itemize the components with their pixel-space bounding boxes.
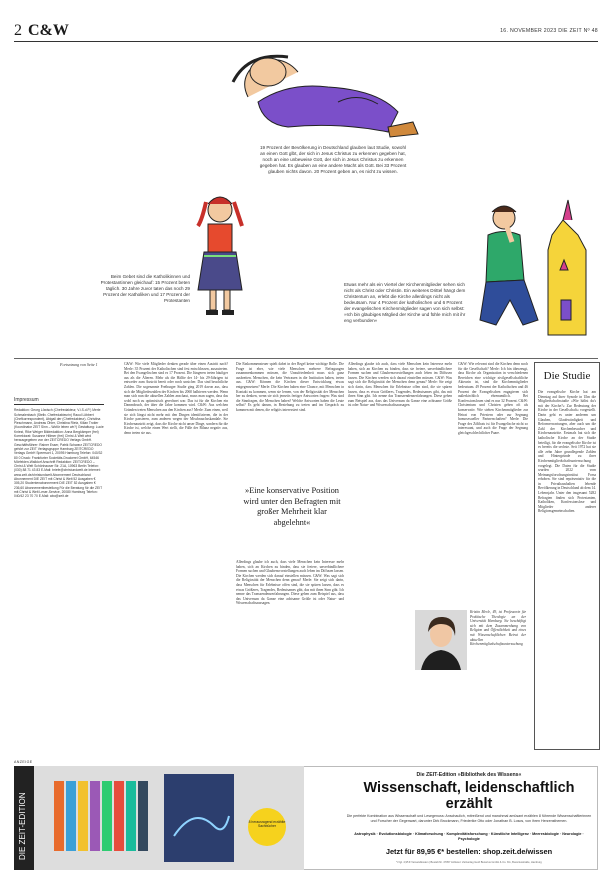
impressum-text: Redaktion: Georg Löwisch (Chefredakteur, V.i.S.d.P.) Merle Schmalenbach (Stellv. Chefredakteurin) Raoul Löbbert (Chefkorrespondent), Abigail der (Chefredakteur). Christina Pleschmann, Andreas Öhler, Christina Rietz, Kilian Trotier (Koordinator ZEIT Sinn – Wofür leben wir?) Gestaltung: Lucie Kniest, Rike Weiger Bildredaktion: Anna Bergkämper (frei) Korrektorat: Susanne Hillmer (frei) Christ & Welt wird herausgegeben von der ZEITCREDO Verlags GmbH. Geschäftsführer: Rainer Esser, Patrik Schwarz ZEITCREDO gehört zur ZEIT Verlagsgruppe Hamburg ZEITCREDO Verlags GmbH Speersort 1, 20095 Hamburg Telefon: 040/32 80 0 Druck: Frankfurter Societäts-Druckerei GmbH, 64546 Mörfelden-Walldorf Anschrift Redaktion: ZEITCREDO – Christ & Welt Schönhauser Str. 21A, 10963 Berlin Telefon: (030) 88 71 43 83 E-Mail: briefe@christundwelt.de Internet: www.zeit.de/christundwelt Abonnement Deutschland: Abonnement DIE ZEIT mit Christ & Welt 52 Ausgaben € 305,20 Studentenabonnement DIE ZEIT 52 Ausgaben € 236,60 Abonnementbestellung Für die Beratung für die ZEIT mit Christ & Welt Leser-Service, 20080 Hamburg Telefon: 040/42 23 70 70 E-Mail: abo@zeit.de — [14, 408, 104, 499]
ad-title: Wissenschaft, leidenschaftlich erzählt — [363, 780, 575, 812]
ad-badge: 8 herausragend erzählte Sachbücher — [248, 808, 286, 846]
studie-title: Die Studie — [543, 370, 591, 382]
author-caption: Kristin Merle, 49, ist Professorin für Praktische Theologie an der Universität Hamburg. Sie beschäftigt sich mit dem Zusammenhang von Religion und Öffentlichkeit und eines mit Wissenschaftlichen Beirat der aktuellen Kirchenmitgliedschaftsuntersuchung — [470, 610, 526, 647]
ad-fineprint: *zzgl. 4,95 € Versandkosten | Bestell-Nr. 47057 Anbieter: Zeitverlag Gerd Bucerius GmbH & Co. KG, Buceriusstraße, Hamburg — [396, 861, 542, 864]
portrait-icon — [415, 610, 467, 670]
right-caption: Etwas mehr als ein Viertel der Kirchenmitglieder sehen sich nicht als Christ oder Christin. Ein weiteres Drittel hängt dem Christentum an, erlebt die Kirche allerdings nicht als bedeutsam. Nur 4 Prozent der katholischen und 6 Prozent der evangelischen Kirchenmitglieder sagen von sich selbst: »Ich bin gläubiges Mitglied der Kirche und fühle mich mit ihr eng verbunden« — [344, 282, 466, 323]
ad-topic-tags: Astrophysik · Evolutionsbiologie · Klimaforschung · Komplexitätsforschung · Künstliche Intelligenz · Meeresbiologie · Neurologie · Psychologie — [354, 832, 584, 841]
studie-text: Die evangelische Kirche hat am Dienstag auf ihrer Synode in Ulm die Mitgliedschaftsstudie »Wie hältst du's mit der Kirche?« Zur Bedeutung der Kirche in der Gesellschaft« vorgestellt. Darin geht es unter anderem um Glauben, Glaubwürdigkeit und Reformerwartungen, aber auch um die Zahl der Kirchenbesucher und Kirchenaustritte. Erstmals hat sich die katholische Kirche an der Studie beteiligt, für die evangelische Kirche ist es bereits die sechste. Seit 1972 hat sie alle zehn Jahre grundlegende Zahlen und Hintergründe zu ihrer Kirchenmitgliedschaftsuntersuchung vorgelegt. Die Daten für die Studie wurden 2022 vom Meinungsforschungsinstitut Forsa erhoben. Sie sind repräsentativ für die in Privathaushalten lebende Bevölkerung in Deutschland ab dem 14. Lebensjahr. Unter den insgesamt 5282 Befragten finden sich Protestanten, Katholiken, Konfessionslose und Mitglieder anderer Religionsgemeinschaften. — [538, 390, 596, 514]
continued-note: Fortsetzung von Seite 1 — [60, 362, 98, 367]
ad-text: Die perfekte Kombination aus Wissenschaft und Lesegenuss: Anschaulich, mitreißend und manchmal amüsant erzählen 8 führende Wissenschaftlerinnen und Forscher der Gegenwart, darunter Dirk Brockmann, Friederike Otto oder Jonathan B. Losos, von ihren Herzensthemen. — [346, 814, 592, 823]
date-line: 16. NOVEMBER 2023 DIE ZEIT Nº 48 — [500, 28, 598, 34]
article-column-3: Allerdings glaube ich auch, dass viele Menschen kein Interesse mehr haben, sich an Kirchen zu binden, dass sie freiere, unverbindlichere Formen suchen und Glaubensvorstellungen auch leben im Diffusen lassen. Die Kirchen werden sich darauf einstellen müssen. C&W: Was sagt sich die Religiosität der Menschen denn genau? Merle: Sie zeigt sich darin, dass Menschen für Erlebnisse offen sind, die sie spüren lassen, dass es etwas Größeres, Tragendes, Bedeutsames gibt, das mit ihren Sinn gibt. Ich nenne das Transzendenzerfahrungen. Diese gehen zum Beispiel aus, dass das Universum da Ganze eine achtsame Größe ist oder Natur- und Wissenschaftsaussagen. — [348, 362, 452, 408]
article-column-1: C&W: Wie viele Mitglieder denken gerade über einen Austritt nach? Merle: 35 Prozent der Katholischen sind fest entschlossen, auszutreten. Bei den Evangelischen sind es 17 Prozent. Die Jüngeren treten häufiger aus als die Älteren. Mehr als die Hälfte der 14- bis 29-Jährigen ist entweder zum Austritt bereit oder noch unsicher. Das sind beachtliche Zahlen. Die sogenannte Freiburger Studie ging 2019 davon aus, dass sich die Mitgliederzahlen der Kirchen bis 2060 halbieren werden. Wenn man sich nun die aktuellen Zahlen anschaut, muss man sagen, dass das wohl noch zu optimistisch gerechnet war. Das ist für die Kirchen ein Dammbruch, der über die Jahre kommen wird. C&W: Aus welchen Gründen treten Menschen aus den Kirchen aus? Merle: Zum einen, weil sie sich längst nicht mehr mit den Dingen identifizieren, die in der Kirche passieren, zum anderen wegen der Missbrauchsskandale. Sie Kirchenaustritt zeigt, dass die Kirche nicht unser Dinge, sondern für die Kirche ist, welche einen Wert stellt, die Fälle der Bilanz negativ aus, denn treten sie aus. — [124, 362, 228, 435]
author-photo — [415, 610, 467, 670]
top-caption: 19 Prozent der Bevölkerung in Deutschland glauben laut Studie, sowohl an einen Gott glbt, der sich in Jesus Christus zu erkennen gegeben hat, noch an eine unbeweise Gott, der sich in Jesus Christus zu erkennen gegeben hat. Es glauben an eine andere Macht als Gott. Bei 33 Prozent glauben nichts davon. 20 Prozent geben an, es nicht zu wissen. — [259, 145, 407, 174]
section-divider — [14, 358, 598, 359]
article-column-2-bottom: Allerdings glaube ich auch, dass viele Menschen kein Interesse mehr haben, sich an Kirchen zu binden, dass sie freiere, unverbindlichere Formen suchen und Glaubensvorstellungen auch leben im Diffusen lassen. Die Kirchen werden sich darauf einstellen müssen. C&W: Was sagt sich die Religiosität der Menschen denn genau? Merle: Sie zeigt sich darin, dass Menschen für Erlebnisse offen sind, die sie spüren lassen, dass es etwas Größeres, Tragendes, Bedeutsames gibt, das mit ihren Sinn gibt. Ich nenne das Transzendenzerfahrungen. Diese gehen zum Beispiel aus, dass das Universum da Ganze eine achtsame Größe ist oder Natur- und Wissenschaftsaussagen. — [236, 560, 344, 606]
ad-label: ANZEIGE — [14, 760, 33, 764]
impressum-box — [14, 398, 104, 499]
ad-subtitle: Die ZEIT-Edition »Bibliothek des Wissens« — [416, 772, 522, 778]
left-caption: Beim Gebet sind die Katholikinnen und Protestantinnen gleichauf: 15 Prozent beten täglich. 30 Jahre zuvor taten das noch 29 Prozent der Katholiken und 17 Prozent der Protestanten — [100, 274, 190, 303]
ad-edition-label: DIE ZEIT-EDITION — [18, 792, 27, 860]
reclining-figure-illustration — [228, 42, 428, 142]
section-logo: C&W — [28, 22, 69, 39]
article-column-2-top: Die Einkommensteuer spielt dabei in der Regel keine wichtige Rolle. Die Frage ist eher, wie viele Menschen mehrere Befragungen zusammenkommen müssen, die Unzufriedenheit muss sich ganz ausbreiten. Menschen, die kein Vertrauen in die Institution haben, treten aus. C&W: Können die Kirchen dieser Entwicklung etwas entgegensetzen? Merle: Die Kirchen haben eine Chance, mit Menschen in Kontakt zu kommen, wenn sie lernen, von der Religiosität der Menschen her zu denken, wenn sie sich jenseits fertiger Antworten fragen: Was sind die Sinnfragen, die Menschen haben? Welche Antworten haben die Leute selbst? Es geht darum, in Beziehung zu treten und im Gespräch zu kommen mit denen, die religiös interessiert sind. — [236, 362, 344, 412]
article-column-4: C&W: Wie relevant sind die Kirchen denn noch für die Gesellschaft? Merle: Ich bin überzeugt, dass Kirche als Organisation in verschiedenen Bereichen eine wichtige zivilgesellschaftliche Akteurin ist, sind die Kirchenmitglieder bedeutsam. 49 Prozent der Katholischen und 46 Prozent der Evangelischen engagieren sich außerkirchlich ehrenamtlich. Bei Konfessionslosen sind es nur 32 Prozent. C&W: Christentum und Christen gehen oft als konservativ. Wie stehen Kirchenmitglieder zur Heirat von Priestern oder zur Segnung homosexueller Partnerschaften? Merle: Die Frage des Zölibats ist für Evangelische nicht so interessant, und auch die Frage der Segnung gleichgeschlechtlicher Paare. — [458, 362, 528, 435]
ad-order-link[interactable]: Jetzt für 89,95 €* bestellen: shop.zeit.de/wissen — [385, 847, 553, 856]
thinking-figure-castle-illustration — [468, 190, 588, 340]
praying-girl-illustration — [190, 190, 250, 320]
page-number: 2 — [14, 22, 22, 39]
pull-quote: »Eine konservative Position wird unter den Befragten mit großer Mehrheit klar abgelehnt« — [243, 486, 341, 527]
impressum-title: Impressum — [14, 398, 104, 405]
